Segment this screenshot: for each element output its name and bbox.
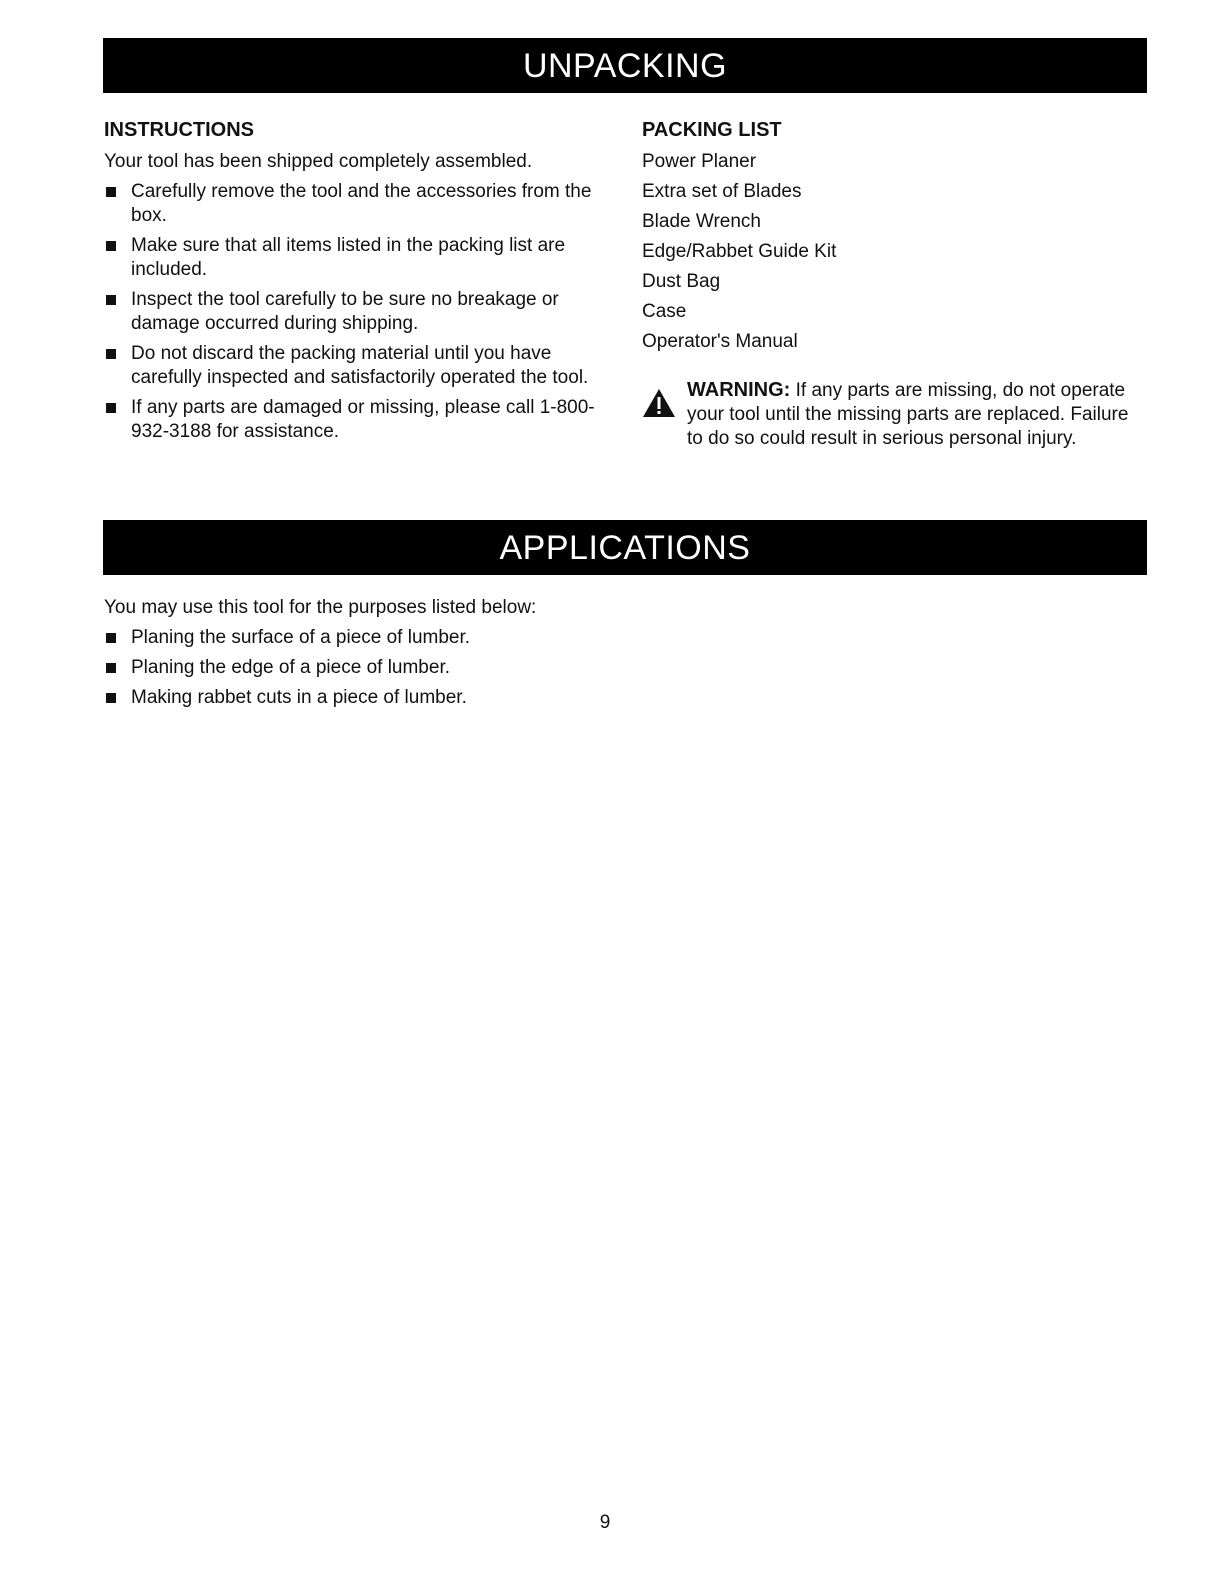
unpacking-banner xyxy=(103,38,1147,93)
instruction-item: Make sure that all items listed in the packing list are included. xyxy=(104,234,604,282)
warning-text: If any parts are missing, do not operate your tool until the missing parts are replaced. Failure to do so could result in serious personal injury. xyxy=(687,380,1129,449)
packing-list-item: Case xyxy=(642,301,687,322)
applications-list xyxy=(104,626,804,710)
square-bullet-icon xyxy=(106,241,116,251)
instruction-item: Do not discard the packing material until you have carefully inspected and satisfactorily operated the tool. xyxy=(104,342,604,390)
packing-list-item: Power Planer xyxy=(642,151,757,172)
packing-list-item: Dust Bag xyxy=(642,271,721,292)
square-bullet-icon xyxy=(106,663,116,673)
instruction-item: Carefully remove the tool and the accessories from the box. xyxy=(104,180,604,228)
applications-section xyxy=(104,596,804,716)
warning-block xyxy=(642,378,1142,451)
application-item: Planing the edge of a piece of lumber. xyxy=(104,656,804,680)
instruction-item: Inspect the tool carefully to be sure no breakage or damage occurred during shipping. xyxy=(104,288,604,336)
packing-list-item: Blade Wrench xyxy=(642,211,761,232)
instructions-list xyxy=(104,180,604,444)
warning-label: WARNING: xyxy=(687,379,791,401)
square-bullet-icon xyxy=(106,633,116,643)
application-item: Making rabbet cuts in a piece of lumber. xyxy=(104,686,804,710)
square-bullet-icon xyxy=(106,349,116,359)
application-item: Planing the surface of a piece of lumber. xyxy=(104,626,804,650)
instruction-item: If any parts are damaged or missing, please call 1-800-932-3188 for assistance. xyxy=(104,396,604,444)
packing-list-item: Extra set of Blades xyxy=(642,181,802,202)
packing-list-section xyxy=(642,118,1142,451)
instructions-heading: INSTRUCTIONS xyxy=(104,119,254,141)
square-bullet-icon xyxy=(106,403,116,413)
page-number: 9 xyxy=(599,1512,611,1533)
packing-list-item: Edge/Rabbet Guide Kit xyxy=(642,241,837,262)
square-bullet-icon xyxy=(106,187,116,197)
instructions-section xyxy=(104,118,604,450)
applications-banner xyxy=(103,520,1147,575)
unpacking-title: UNPACKING xyxy=(522,47,728,85)
packing-list-heading: PACKING LIST xyxy=(642,119,782,141)
warning-triangle-icon xyxy=(642,388,676,418)
square-bullet-icon xyxy=(106,295,116,305)
packing-list-item: Operator's Manual xyxy=(642,331,798,352)
instructions-intro: Your tool has been shipped completely assembled. xyxy=(104,151,533,172)
square-bullet-icon xyxy=(106,693,116,703)
applications-intro: You may use this tool for the purposes listed below: xyxy=(104,597,537,618)
applications-title: APPLICATIONS xyxy=(499,529,751,567)
packing-list xyxy=(642,150,1142,354)
